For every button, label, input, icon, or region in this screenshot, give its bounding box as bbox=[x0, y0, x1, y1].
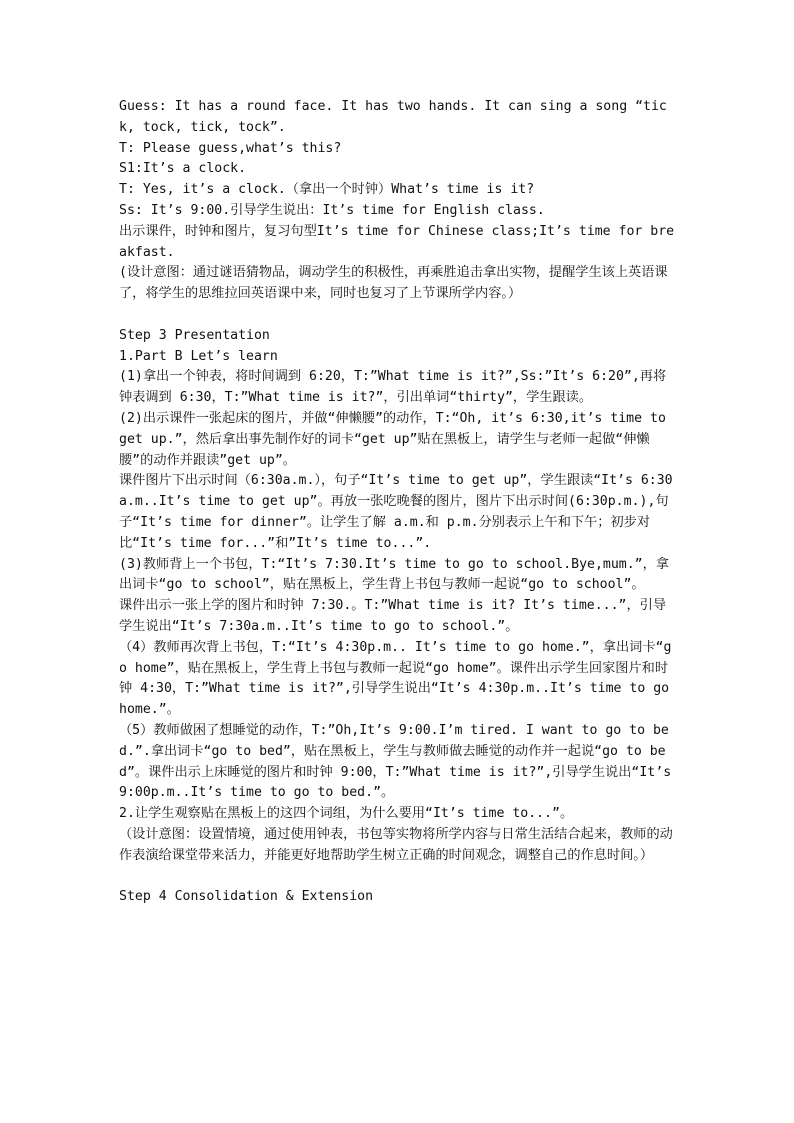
paragraph-observe: 2.让学生观察贴在黑板上的这四个词组，为什么要用“It’s time to...”。 bbox=[119, 806, 574, 822]
paragraph-teacher-clock: T: Yes, it’s a clock.（拿出一个时钟）What’s time is it? bbox=[119, 182, 535, 198]
paragraph-step-5: （5）教师做困了想睡觉的动作，T:”Oh,It’s 9:00.I’m tired. I want to go to bed.”.拿出词卡“go to bed”，贴在黑板上，学生与教师做去睡觉的动作并一起说“go to bed”。课件出示上床睡觉的图片和时钟 9:00，T:”What time is it?”,引导学生说出“It’s 9:00p.m..It’s time to go to bed.”。 bbox=[119, 722, 680, 801]
heading-step-4: Step 4 Consolidation & Extension bbox=[119, 889, 374, 905]
paragraph-school-picture: 课件出示一张上学的图片和时钟 7:30.。T:”What time is it? It’s time...”，引导学生说出“It’s 7:30a.m..It’s time to go to school.”。 bbox=[119, 598, 667, 634]
paragraph-step-3: (3)教师背上一个书包，T:“It’s 7:30.It’s time to go to school.Bye,mum.”，拿出词卡“go to school”，贴在黑板上，学生背上书包与教师一起说“go to school”。 bbox=[119, 556, 669, 593]
document-body bbox=[119, 97, 681, 908]
paragraph-guess: Guess: It has a round face. It has two hands. It can sing a song “tick, tock, tick, tock”. bbox=[119, 99, 667, 135]
paragraph-teacher-guess: T: Please guess,what’s this? bbox=[119, 140, 342, 156]
blank-line bbox=[119, 866, 677, 887]
paragraph-student-clock: S1:It’s a clock. bbox=[119, 161, 247, 177]
paragraph-design-intent-1: (设计意图：通过谜语猜物品，调动学生的积极性，再乘胜追击拿出实物，提醒学生该上英语课了，将学生的思维拉回英语课中来，同时也复习了上节课所学内容。） bbox=[119, 265, 668, 302]
paragraph-students-time: Ss: It’s 9:00.引导学生说出：It’s time for English class. bbox=[119, 202, 545, 218]
blank-line bbox=[119, 305, 677, 326]
paragraph-design-intent-2: （设计意图：设置情境，通过使用钟表，书包等实物将所学内容与日常生活结合起来，教师的动作表演给课堂带来活力，并能更好地帮助学生树立正确的时间观念，调整自己的作息时间。） bbox=[119, 826, 673, 863]
heading-part-b: 1.Part B Let’s learn bbox=[119, 348, 278, 364]
paragraph-step-2: (2)出示课件一张起床的图片，并做“伸懒腰”的动作，T:“Oh, it’s 6:30,it’s time to get up.”，然后拿出事先制作好的词卡“get up”贴在黑板上，请学生与老师一起做“伸懒腰”的动作并跟读”get up”。 bbox=[119, 410, 674, 468]
paragraph-courseware-time: 课件图片下出示时间（6:30a.m.），句子“It’s time to get up”，学生跟读“It’s 6:30 a.m..It’s time to get up”。再放一张吃晚餐的图片，图片下出示时间(6:30p.m.),句子“It’s time for dinner”。让学生了解 a.m.和 p.m.分别表示上午和下午；初步对比“It’s time for...”和”It’s time to...”. bbox=[119, 473, 681, 551]
paragraph-step-4: （4）教师再次背上书包，T:“It’s 4:30p.m.. It’s time to go home.”，拿出词卡“go home”，贴在黑板上，学生背上书包与教师一起说“go home”。课件出示学生回家图片和时钟 4:30，T:”What time is it?”,引导学生说出“It’s 4:30p.m..It’s time to go home.”。 bbox=[119, 639, 678, 718]
heading-step-3: Step 3 Presentation bbox=[119, 327, 270, 343]
paragraph-courseware-review: 出示课件，时钟和图片，复习句型It’s time for Chinese class;It’s time for breakfast. bbox=[119, 223, 675, 260]
paragraph-step-1: (1)拿出一个钟表，将时间调到 6:20，T:”What time is it?”,Ss:”It’s 6:20”,再将钟表调到 6:30，T:”What time is it?”，引出单词“thirty”，学生跟读。 bbox=[119, 369, 667, 406]
